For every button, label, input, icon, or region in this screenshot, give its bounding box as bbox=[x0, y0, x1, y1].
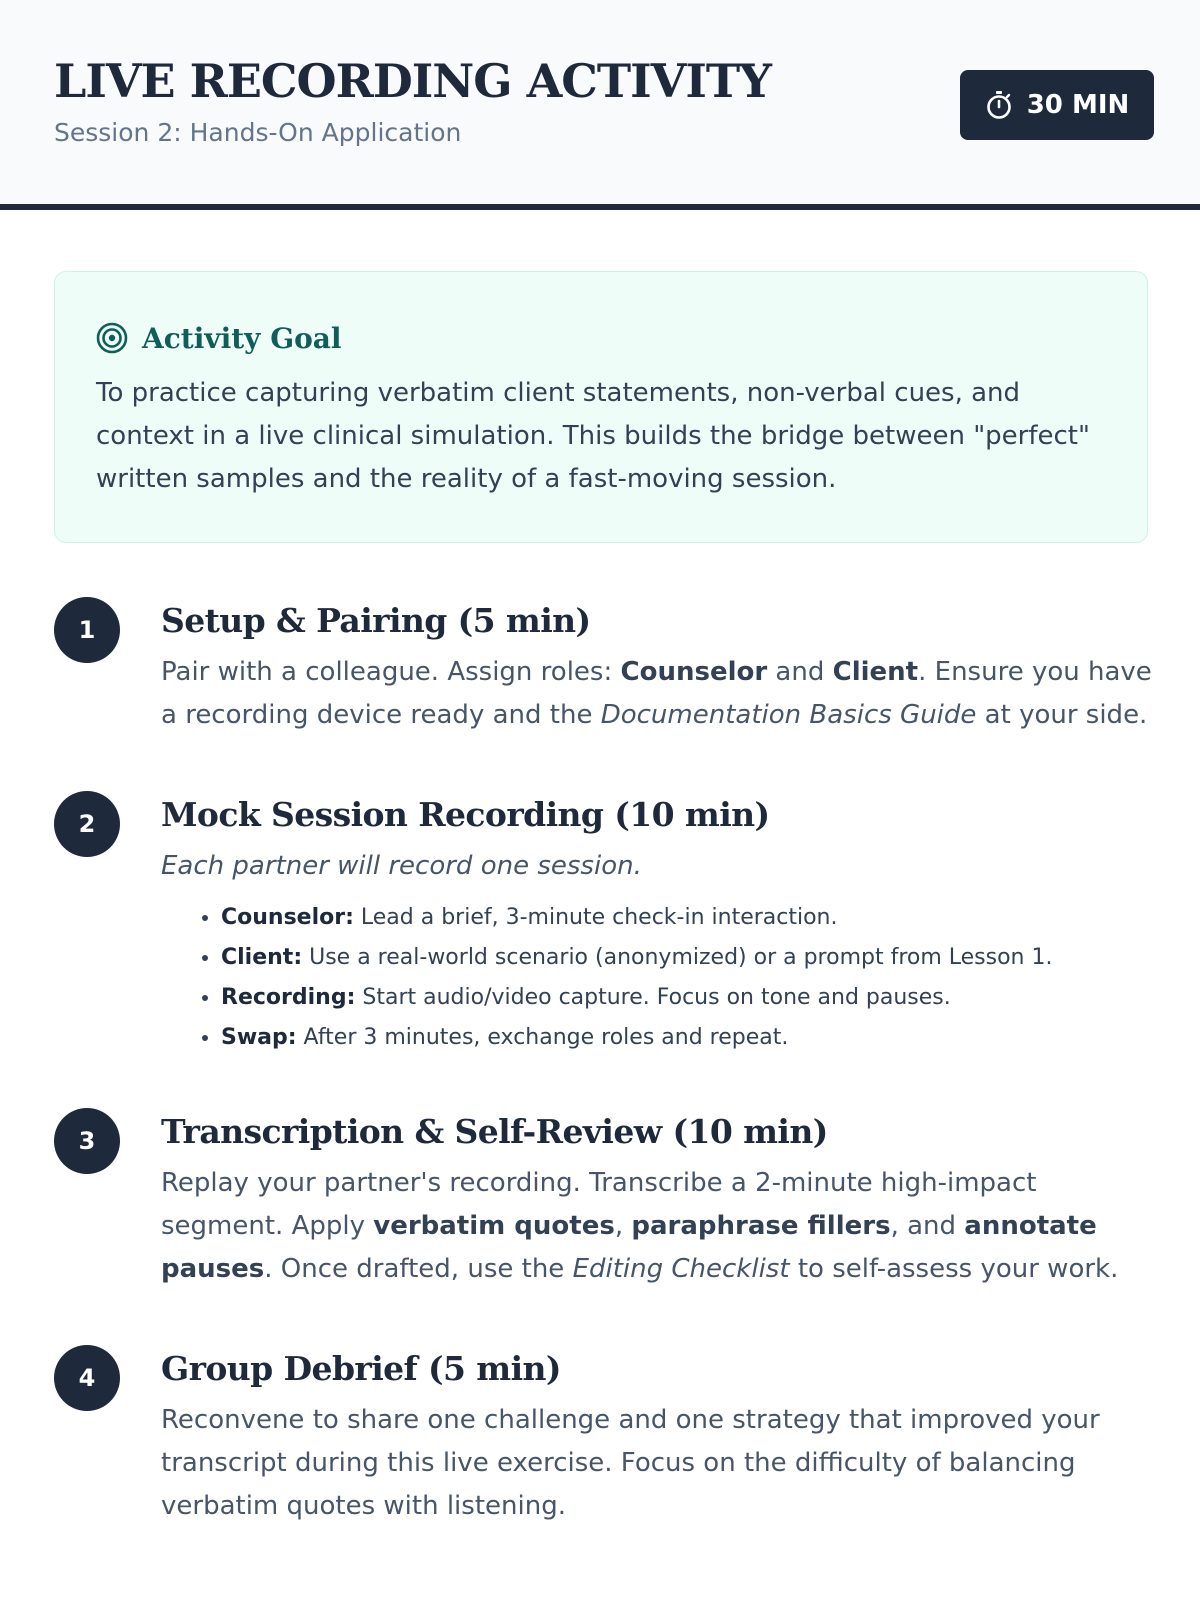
step-number-badge: 1 bbox=[54, 597, 120, 663]
step-description: Reconvene to share one challenge and one strategy that improved your transcript during this live exercise. Focus on the difficulty of balancing verbatim quotes with listening. bbox=[161, 1405, 1100, 1521]
bullet-label: Recording: bbox=[221, 985, 356, 1010]
page-header bbox=[0, 0, 1200, 210]
target-icon bbox=[96, 322, 128, 354]
activity-goal-text: To practice capturing verbatim client statements, non-verbal cues, and context in a live clinical simulation. This builds the bridge between "perfect" written samples and the reality of a fast-moving session. bbox=[96, 378, 1090, 494]
duration-label: 30 MIN bbox=[1026, 90, 1130, 120]
list-item bbox=[221, 1018, 1161, 1058]
step-text-segment: and bbox=[767, 657, 833, 687]
activity-goal-card bbox=[54, 271, 1148, 543]
step-text-segment: . Ensure you have a recording device ready and the bbox=[161, 657, 1152, 730]
list-item bbox=[221, 978, 1161, 1018]
step-intro-note: Each partner will record one session. bbox=[161, 851, 642, 881]
step-title: Mock Session Recording (10 min) bbox=[161, 795, 770, 834]
step-text-segment: , bbox=[614, 1211, 632, 1241]
step-text-segment: at your side. bbox=[976, 700, 1148, 730]
bullet-text: After 3 minutes, exchange roles and repeat. bbox=[296, 1025, 789, 1050]
activity-goal-title: Activity Goal bbox=[142, 321, 342, 355]
step-text-segment: , and bbox=[890, 1211, 965, 1241]
bullet-text: Start audio/video capture. Focus on tone and pauses. bbox=[355, 985, 951, 1010]
bullet-label: Swap: bbox=[221, 1025, 297, 1050]
step-bullet-list bbox=[161, 898, 1161, 1058]
step-text-segment: Pair with a colleague. Assign roles: bbox=[161, 657, 621, 687]
bullet-text: Use a real-world scenario (anonymized) or a prompt from Lesson 1. bbox=[302, 945, 1053, 970]
technique-annotate-pauses: annotate pauses bbox=[161, 1211, 1097, 1284]
step-text-segment: Replay your partner's recording. Transcribe a 2-minute high-impact segment. Apply bbox=[161, 1168, 1037, 1241]
bullet-text: Lead a brief, 3-minute check-in interaction. bbox=[353, 905, 838, 930]
step-description bbox=[161, 651, 1161, 737]
role-client: Client bbox=[832, 657, 919, 687]
page-subtitle: Session 2: Hands-On Application bbox=[54, 118, 462, 147]
list-item bbox=[221, 898, 1161, 938]
page-title: LIVE RECORDING ACTIVITY bbox=[54, 54, 771, 108]
step-title: Transcription & Self-Review (10 min) bbox=[161, 1112, 828, 1151]
step-title: Setup & Pairing (5 min) bbox=[161, 601, 591, 640]
step-title: Group Debrief (5 min) bbox=[161, 1349, 561, 1388]
step-text-segment: . Once drafted, use the bbox=[264, 1254, 573, 1284]
step-body bbox=[161, 1108, 1161, 1291]
step-description bbox=[161, 1162, 1161, 1291]
list-item bbox=[221, 938, 1161, 978]
step-body bbox=[161, 597, 1161, 737]
checklist-reference: Editing Checklist bbox=[572, 1254, 790, 1284]
step-number-badge: 2 bbox=[54, 791, 120, 857]
step-text-segment: to self-assess your work. bbox=[789, 1254, 1119, 1284]
technique-verbatim-quotes: verbatim quotes bbox=[373, 1211, 615, 1241]
step-number-badge: 4 bbox=[54, 1345, 120, 1411]
bullet-label: Counselor: bbox=[221, 905, 354, 930]
technique-paraphrase-fillers: paraphrase fillers bbox=[631, 1211, 891, 1241]
role-counselor: Counselor bbox=[620, 657, 768, 687]
stopwatch-icon bbox=[985, 90, 1013, 120]
step-body bbox=[161, 791, 1161, 1058]
step-number-badge: 3 bbox=[54, 1108, 120, 1174]
activity-goal-header bbox=[96, 316, 1107, 360]
step-body bbox=[161, 1345, 1161, 1528]
duration-badge bbox=[960, 70, 1154, 140]
bullet-label: Client: bbox=[221, 945, 303, 970]
guide-reference: Documentation Basics Guide bbox=[600, 700, 977, 730]
